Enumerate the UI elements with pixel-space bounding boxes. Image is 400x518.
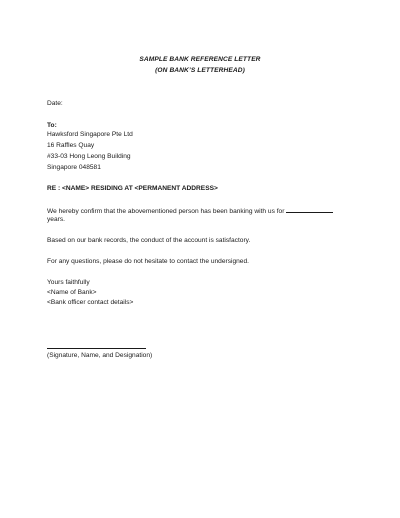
address-line-4: Singapore 048581 bbox=[47, 164, 101, 171]
officer-contact-placeholder: <Bank officer contact details> bbox=[47, 299, 134, 306]
paragraph-confirmation bbox=[47, 206, 333, 216]
reference-line: RE : <NAME> RESIDING AT <PERMANENT ADDRESS> bbox=[47, 185, 218, 192]
paragraph-questions: For any questions, please do not hesitate to contact the undersigned. bbox=[47, 258, 249, 265]
date-label: Date: bbox=[47, 100, 63, 107]
closing-text: Yours faithfully bbox=[47, 279, 90, 286]
address-line-2: 16 Raffles Quay bbox=[47, 142, 95, 149]
to-label: To: bbox=[47, 122, 57, 129]
paragraph-confirmation-text: We hereby confirm that the abovementioned person has been banking with us for bbox=[47, 208, 285, 215]
bank-name-placeholder: <Name of Bank> bbox=[47, 289, 97, 296]
paragraph-conduct: Based on our bank records, the conduct of the account is satisfactory. bbox=[47, 237, 251, 244]
signature-line bbox=[47, 348, 146, 349]
address-line-1: Hawksford Singapore Pte Ltd bbox=[47, 131, 133, 138]
letter-subtitle: (ON BANK’S LETTERHEAD) bbox=[155, 67, 245, 74]
signature-caption: (Signature, Name, and Designation) bbox=[47, 352, 153, 359]
years-blank-field bbox=[286, 206, 333, 213]
address-line-3: #33-03 Hong Leong Building bbox=[47, 153, 131, 160]
paragraph-confirmation-years: years. bbox=[47, 216, 65, 223]
letter-title: SAMPLE BANK REFERENCE LETTER bbox=[139, 56, 261, 63]
